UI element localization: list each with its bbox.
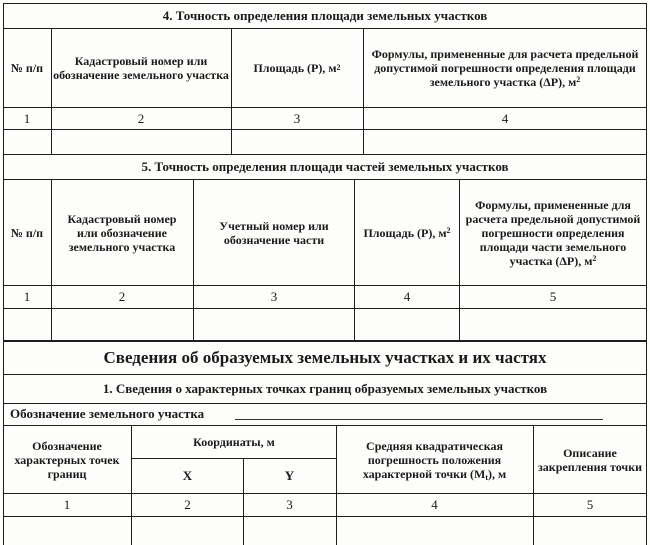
s5-header-area: Площадь (P), $м^2$ — [363, 225, 451, 240]
sub1-header-point: Обозначение характерных точек границ — [14, 438, 120, 481]
sub1-header-coords: Координаты, м — [193, 435, 275, 449]
sub1-header-error: Средняя квадратическая погрешность положения характерной точки $(M_t)$, м — [362, 438, 507, 482]
rule — [533, 425, 534, 545]
rule — [131, 425, 132, 545]
rule — [459, 179, 460, 340]
s5-col-num-5: 5 — [549, 289, 557, 304]
rule — [132, 458, 336, 459]
rule — [363, 28, 364, 154]
s4-header-formula: Формулы, примененные для расчета предельной допустимой погрешности определения площади земельного участка (ΔP), $м^2$ — [371, 47, 639, 89]
sub1-col-num-4: 4 — [431, 497, 438, 512]
rule — [231, 28, 232, 154]
parcel-designation-label: Обозначение земельного участка — [10, 406, 205, 421]
section-5-title: 5. Точность определения площади частей земельных участков — [141, 159, 509, 174]
sub1-col-num-3: 3 — [286, 497, 293, 512]
s4-header-cadastral: Кадастровый номер или обозначение земельного участка — [53, 54, 229, 82]
s4-header-area: Площадь (P), м 2 — [253, 61, 341, 75]
main-heading: Сведения об образуемых земельных участках и их частях — [103, 348, 547, 367]
s5-col-num-1: 1 — [23, 289, 31, 304]
rule — [3, 308, 647, 309]
rule — [3, 516, 647, 517]
rule — [336, 425, 337, 545]
s5-header-num: № п/п — [10, 225, 44, 240]
subsection-1-title: 1. Сведения о характерных точках границ образуемых земельных участков — [102, 381, 548, 396]
rule — [3, 129, 647, 130]
sub1-col-num-5: 5 — [586, 497, 594, 512]
section-4-title: 4. Точность определения площади земельных участков — [162, 8, 488, 23]
s4-header-num: № п/п — [10, 61, 44, 75]
s5-header-cadastral: Кадастровый номер или обозначение земельного участка — [67, 211, 177, 254]
s4-col-num-3: 3 — [293, 110, 301, 126]
rule — [354, 179, 355, 340]
rule — [243, 458, 244, 545]
rule — [51, 179, 52, 340]
parcel-designation-line — [235, 419, 603, 420]
rule — [646, 3, 647, 545]
sub1-header-x: X — [182, 468, 193, 483]
rule — [3, 3, 4, 545]
s5-header-account: Учетный номер или обозначение части — [219, 218, 329, 247]
sub1-header-y: Y — [284, 468, 295, 483]
sub1-col-num-2: 2 — [184, 497, 191, 512]
s4-col-num-4: 4 — [501, 110, 509, 126]
sub1-col-num-1: 1 — [63, 497, 71, 512]
s5-col-num-2: 2 — [118, 289, 126, 304]
s4-col-num-1: 1 — [23, 110, 31, 126]
s5-header-formula: Формулы, примененные для расчета предельной допустимой погрешности определения площади части земельного участка (ΔP), $м^2$ — [465, 197, 641, 268]
s5-col-num-3: 3 — [270, 289, 278, 304]
rule — [51, 28, 52, 154]
rule — [193, 179, 194, 340]
s4-col-num-2: 2 — [137, 110, 145, 126]
sub1-header-fix: Описание закрепления точки — [537, 445, 643, 474]
s5-col-num-4: 4 — [403, 289, 411, 304]
